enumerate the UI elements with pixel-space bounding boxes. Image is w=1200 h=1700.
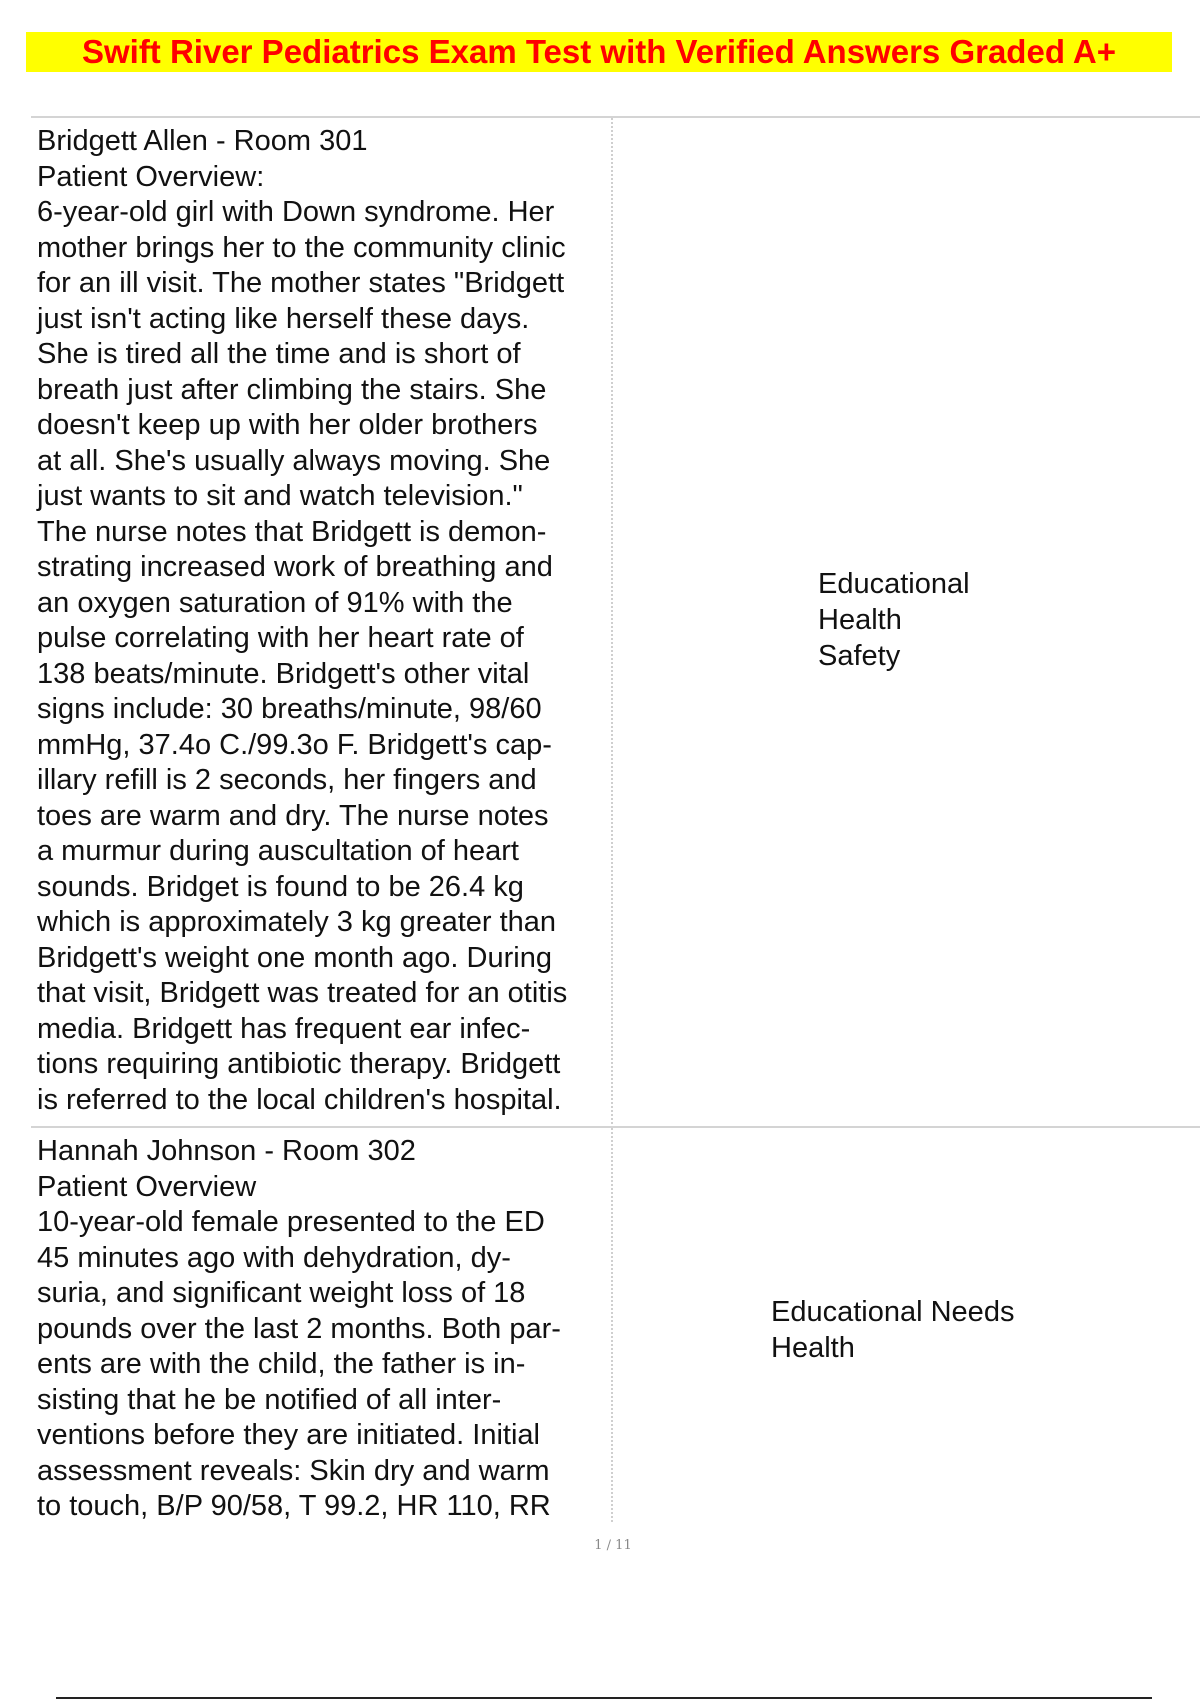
question-line: tions requiring antibiotic therapy. Bridgett (37, 1048, 561, 1080)
question-line: doesn't keep up with her older brothers (37, 409, 538, 441)
question-line: toes are warm and dry. The nurse notes (37, 799, 549, 832)
question-line: mmHg, 37.4o C./99.3o F. Bridgett's cap- (37, 728, 552, 761)
flashcard-row (31, 116, 1200, 1128)
answer-line: Safety (818, 640, 901, 672)
answer-line: Health (818, 604, 902, 636)
question-line: Bridgett's weight one month ago. During (37, 941, 552, 974)
answer-line: Educational Needs (771, 1296, 1015, 1328)
question-line: an oxygen saturation of 91% with the (37, 586, 513, 619)
question-line: Bridgett Allen - Room 301 (37, 125, 368, 157)
question-line: mother brings her to the community clinic (37, 231, 566, 264)
answer-cell (818, 566, 970, 674)
question-line: ventions before they are initiated. Initial (37, 1419, 540, 1451)
question-cell (31, 1128, 613, 1522)
question-line: Patient Overview: (37, 160, 265, 193)
question-line: ents are with the child, the father is in- (37, 1348, 526, 1380)
question-line: pounds over the last 2 months. Both par- (37, 1312, 561, 1345)
question-line: at all. She's usually always moving. She (37, 444, 551, 477)
question-line: sounds. Bridget is found to be 26.4 kg (37, 870, 524, 903)
bottom-divider (56, 1697, 1152, 1699)
question-line: just isn't acting like herself these days. (37, 302, 530, 335)
question-line: strating increased work of breathing and (37, 551, 553, 583)
answer-line: Educational (818, 568, 970, 600)
question-line: illary refill is 2 seconds, her fingers and (37, 764, 537, 796)
question-line: Hannah Johnson - Room 302 (37, 1135, 416, 1167)
answer-line: Health (771, 1332, 855, 1364)
question-line: that visit, Bridgett was treated for an otitis (37, 977, 568, 1009)
answer-cell (771, 1294, 1014, 1366)
question-line: media. Bridgett has frequent ear infec- (37, 1012, 531, 1045)
question-line: 45 minutes ago with dehydration, dy- (37, 1241, 511, 1274)
question-line: suria, and significant weight loss of 18 (37, 1277, 526, 1309)
flashcard-row (31, 1126, 1200, 1522)
page-indicator: 1 / 11 (594, 1538, 632, 1553)
question-line: a murmur during auscultation of heart (37, 835, 519, 867)
question-line: Patient Overview (37, 1170, 257, 1203)
question-line: The nurse notes that Bridgett is demon- (37, 515, 547, 548)
question-line: 10-year-old female presented to the ED (37, 1206, 545, 1238)
question-line: 138 beats/minute. Bridgett's other vital (37, 657, 530, 690)
question-line: is referred to the local children's hospital. (37, 1083, 562, 1116)
question-line: breath just after climbing the stairs. She (37, 373, 547, 406)
question-line: sisting that he be notified of all inter- (37, 1383, 502, 1416)
question-cell (31, 118, 613, 1128)
question-line: She is tired all the time and is short of (37, 338, 521, 370)
title-highlight (26, 32, 1172, 72)
question-line: assessment reveals: Skin dry and warm (37, 1454, 550, 1487)
question-line: just wants to sit and watch television." (37, 480, 523, 512)
question-line: pulse correlating with her heart rate of (37, 622, 524, 654)
question-line: which is approximately 3 kg greater than (37, 906, 557, 938)
question-line: for an ill visit. The mother states "Bridgett (37, 267, 565, 299)
question-line: 6-year-old girl with Down syndrome. Her (37, 196, 555, 228)
document-title: Swift River Pediatrics Exam Test with Verified Answers Graded A+ (81, 33, 1117, 70)
question-line: to touch, B/P 90/58, T 99.2, HR 110, RR (37, 1490, 551, 1522)
question-line: signs include: 30 breaths/minute, 98/60 (37, 693, 542, 725)
